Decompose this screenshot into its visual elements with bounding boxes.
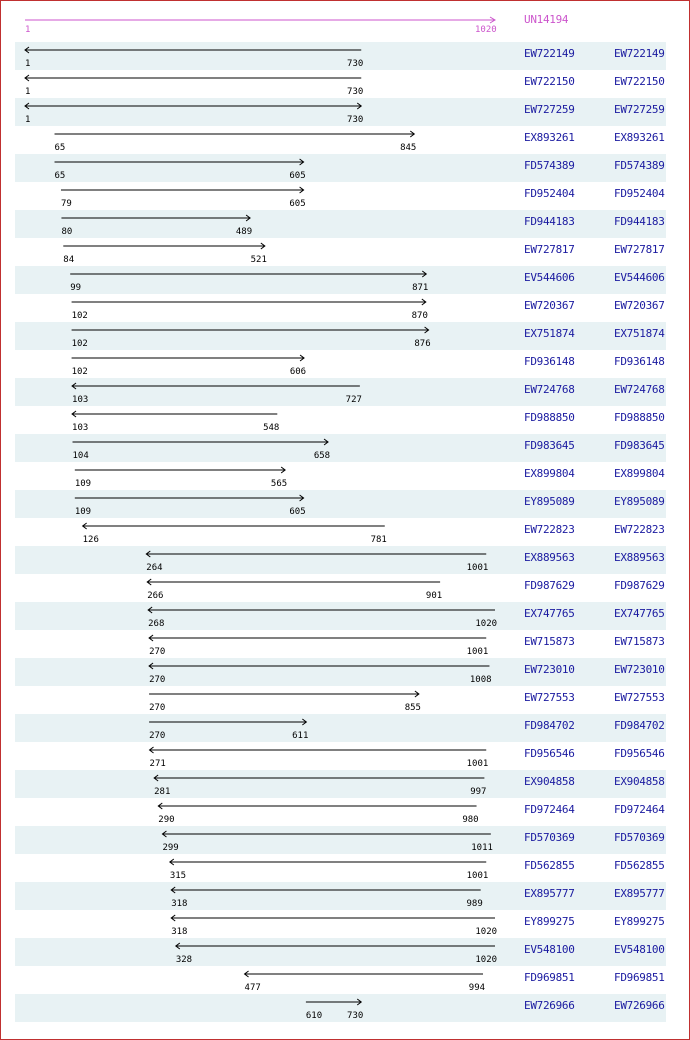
alignment-end: 845 bbox=[400, 143, 417, 153]
alignment-row bbox=[15, 798, 666, 826]
alignment-end: 1008 bbox=[469, 675, 492, 685]
alignment-row bbox=[15, 742, 666, 770]
accession-link-secondary[interactable]: FD562855 bbox=[614, 859, 665, 872]
accession-link-secondary[interactable]: EX895777 bbox=[614, 887, 665, 900]
accession-link-secondary[interactable]: EX904858 bbox=[614, 775, 665, 788]
alignment-start: 79 bbox=[60, 199, 72, 209]
alignment-row bbox=[15, 546, 666, 574]
alignment-end: 727 bbox=[345, 395, 362, 405]
reference-bar bbox=[15, 8, 666, 36]
alignment-end: 611 bbox=[292, 731, 309, 741]
accession-link[interactable]: EW722823 bbox=[524, 523, 575, 536]
accession-link[interactable]: EX899804 bbox=[524, 467, 575, 480]
alignment-row bbox=[15, 490, 666, 518]
alignment-end: 730 bbox=[347, 87, 364, 97]
alignment-start: 315 bbox=[169, 871, 187, 881]
accession-link-secondary[interactable]: FD956546 bbox=[614, 747, 665, 760]
alignment-row bbox=[15, 574, 666, 602]
accession-link-secondary[interactable]: EW722149 bbox=[614, 47, 665, 60]
alignment-row bbox=[15, 154, 666, 182]
alignment-start: 271 bbox=[149, 759, 166, 769]
alignment-start: 270 bbox=[149, 647, 166, 657]
alignment-start: 103 bbox=[72, 395, 89, 405]
accession-link[interactable]: FD988850 bbox=[524, 411, 575, 424]
reference-start: 1 bbox=[25, 25, 31, 35]
alignment-end: 1020 bbox=[475, 955, 498, 965]
accession-link[interactable]: EX751874 bbox=[524, 327, 575, 340]
alignment-end: 1001 bbox=[466, 759, 489, 769]
alignment-row bbox=[15, 322, 666, 350]
accession-link[interactable]: EW724768 bbox=[524, 383, 575, 396]
accession-link-secondary[interactable]: EW715873 bbox=[614, 635, 665, 648]
accession-link-secondary[interactable]: FD984702 bbox=[614, 719, 665, 732]
accession-link[interactable]: EX895777 bbox=[524, 887, 575, 900]
accession-link[interactable]: FD956546 bbox=[524, 747, 575, 760]
alignment-row bbox=[15, 966, 666, 994]
alignment-start: 104 bbox=[72, 451, 89, 461]
alignment-row bbox=[15, 294, 666, 322]
alignment-end: 548 bbox=[263, 423, 280, 433]
alignment-start: 268 bbox=[148, 619, 165, 629]
accession-link[interactable]: FD936148 bbox=[524, 355, 575, 368]
alignment-start: 65 bbox=[54, 171, 66, 181]
alignment-start: 318 bbox=[171, 899, 188, 909]
accession-link[interactable]: FD570369 bbox=[524, 831, 575, 844]
alignment-end: 606 bbox=[289, 367, 307, 377]
alignment-start: 270 bbox=[149, 675, 166, 685]
alignment-end: 870 bbox=[411, 311, 428, 321]
alignment-start: 102 bbox=[71, 311, 88, 321]
accession-link[interactable]: EW722150 bbox=[524, 75, 575, 88]
accession-link-secondary[interactable]: EX747765 bbox=[614, 607, 665, 620]
alignment-row bbox=[15, 462, 666, 490]
accession-link-secondary[interactable]: EX893261 bbox=[614, 131, 665, 144]
accession-link[interactable]: EX904858 bbox=[524, 775, 575, 788]
alignment-end: 565 bbox=[270, 479, 288, 489]
accession-link-secondary[interactable]: EW723010 bbox=[614, 663, 665, 676]
alignment-end: 1001 bbox=[466, 563, 489, 573]
alignment-end: 605 bbox=[289, 199, 306, 209]
accession-link-secondary[interactable]: FD988850 bbox=[614, 411, 665, 424]
accession-link-secondary[interactable]: FD936148 bbox=[614, 355, 665, 368]
accession-link-secondary[interactable]: EW724768 bbox=[614, 383, 665, 396]
alignment-row bbox=[15, 378, 666, 406]
alignment-end: 1020 bbox=[475, 619, 498, 629]
alignment-end: 730 bbox=[347, 1011, 364, 1021]
accession-link-secondary[interactable]: FD987629 bbox=[614, 579, 665, 592]
alignment-start: 270 bbox=[149, 731, 166, 741]
alignment-row bbox=[15, 882, 666, 910]
accession-link-secondary[interactable]: EW727817 bbox=[614, 243, 665, 256]
alignment-row bbox=[15, 910, 666, 938]
accession-link-secondary[interactable]: EW726966 bbox=[614, 999, 665, 1012]
alignment-end: 521 bbox=[250, 255, 267, 265]
alignment-end: 489 bbox=[235, 227, 253, 237]
alignment-start: 1 bbox=[25, 59, 31, 69]
accession-link-secondary[interactable]: EX751874 bbox=[614, 327, 665, 340]
accession-link-secondary[interactable]: EW727553 bbox=[614, 691, 665, 704]
alignment-start: 109 bbox=[74, 507, 92, 517]
alignment-start: 610 bbox=[305, 1011, 323, 1021]
accession-link-secondary[interactable]: EV548100 bbox=[614, 943, 665, 956]
alignment-end: 1001 bbox=[466, 647, 489, 657]
alignment-start: 84 bbox=[63, 255, 75, 265]
alignment-end: 980 bbox=[462, 815, 479, 825]
alignment-end: 605 bbox=[289, 507, 306, 517]
accession-link-secondary[interactable]: EW722823 bbox=[614, 523, 665, 536]
alignment-end: 901 bbox=[425, 591, 443, 601]
accession-link[interactable]: EW715873 bbox=[524, 635, 575, 648]
alignment-start: 126 bbox=[82, 535, 99, 545]
accession-link[interactable]: EV544606 bbox=[524, 271, 575, 284]
alignment-start: 477 bbox=[244, 983, 261, 993]
alignment-row bbox=[15, 658, 666, 686]
alignment-end: 1020 bbox=[475, 927, 498, 937]
alignment-row bbox=[15, 182, 666, 210]
alignment-row bbox=[15, 686, 666, 714]
alignment-start: 290 bbox=[158, 815, 175, 825]
alignment-start: 299 bbox=[162, 843, 179, 853]
alignment-start: 103 bbox=[72, 423, 89, 433]
alignment-end: 605 bbox=[289, 171, 306, 181]
alignment-row bbox=[15, 630, 666, 658]
alignment-row bbox=[15, 42, 666, 70]
alignment-row bbox=[15, 854, 666, 882]
accession-link[interactable]: EW720367 bbox=[524, 299, 575, 312]
alignment-end: 871 bbox=[412, 283, 429, 293]
accession-link[interactable]: FD987629 bbox=[524, 579, 575, 592]
accession-link-secondary[interactable]: EV544606 bbox=[614, 271, 665, 284]
alignment-start: 109 bbox=[74, 479, 92, 489]
accession-link[interactable]: FD972464 bbox=[524, 803, 575, 816]
alignment-row bbox=[15, 770, 666, 798]
accession-link[interactable]: EW726966 bbox=[524, 999, 575, 1012]
alignment-row bbox=[15, 210, 666, 238]
accession-link[interactable]: EY899275 bbox=[524, 915, 575, 928]
alignment-row bbox=[15, 98, 666, 126]
alignment-start: 1 bbox=[25, 87, 31, 97]
alignment-start: 281 bbox=[154, 787, 171, 797]
alignment-start: 318 bbox=[171, 927, 188, 937]
alignment-row bbox=[15, 602, 666, 630]
accession-link-secondary[interactable]: FD983645 bbox=[614, 439, 665, 452]
alignment-row bbox=[15, 714, 666, 742]
accession-link[interactable]: FD952404 bbox=[524, 187, 575, 200]
accession-link-secondary[interactable]: EW722150 bbox=[614, 75, 665, 88]
accession-link[interactable]: FD574389 bbox=[524, 159, 575, 172]
alignment-row bbox=[15, 994, 666, 1022]
accession-link-secondary[interactable]: FD972464 bbox=[614, 803, 665, 816]
accession-link[interactable]: FD562855 bbox=[524, 859, 575, 872]
alignment-row bbox=[15, 238, 666, 266]
accession-link[interactable]: FD944183 bbox=[524, 215, 575, 228]
reference-end: 1020 bbox=[475, 25, 497, 35]
alignment-row bbox=[15, 434, 666, 462]
alignment-end: 730 bbox=[347, 59, 364, 69]
alignment-row bbox=[15, 266, 666, 294]
alignment-end: 997 bbox=[470, 787, 487, 797]
accession-link[interactable]: EW727259 bbox=[524, 103, 575, 116]
accession-link[interactable]: EV548100 bbox=[524, 943, 575, 956]
accession-link-secondary[interactable]: EW727259 bbox=[614, 103, 665, 116]
alignment-end: 994 bbox=[468, 983, 486, 993]
alignment-start: 1 bbox=[25, 115, 31, 125]
accession-link-secondary[interactable]: EY895089 bbox=[614, 495, 665, 508]
reference-row bbox=[15, 8, 666, 36]
alignment-start: 99 bbox=[70, 283, 82, 293]
accession-link-secondary[interactable]: EY899275 bbox=[614, 915, 665, 928]
accession-link-secondary[interactable]: FD952404 bbox=[614, 187, 665, 200]
accession-link-secondary[interactable]: FD570369 bbox=[614, 831, 665, 844]
accession-link[interactable]: FD984702 bbox=[524, 719, 575, 732]
accession-link-secondary[interactable]: EW720367 bbox=[614, 299, 665, 312]
alignment-start: 102 bbox=[71, 367, 88, 377]
reference-accession-link[interactable]: UN14194 bbox=[524, 13, 569, 26]
accession-link[interactable]: EW727817 bbox=[524, 243, 575, 256]
alignment-start: 266 bbox=[147, 591, 164, 601]
accession-link[interactable]: FD983645 bbox=[524, 439, 575, 452]
alignment-start: 328 bbox=[175, 955, 193, 965]
alignment-end: 658 bbox=[313, 451, 331, 461]
alignment-start: 264 bbox=[146, 563, 163, 573]
alignment-end: 855 bbox=[404, 703, 421, 713]
alignment-start: 102 bbox=[71, 339, 88, 349]
alignment-row bbox=[15, 126, 666, 154]
alignment-row bbox=[15, 518, 666, 546]
alignment-row bbox=[15, 70, 666, 98]
alignment-end: 989 bbox=[466, 899, 483, 909]
accession-link[interactable]: EY895089 bbox=[524, 495, 575, 508]
accession-link[interactable]: FD969851 bbox=[524, 971, 575, 984]
alignment-row bbox=[15, 350, 666, 378]
accession-link-secondary[interactable]: FD574389 bbox=[614, 159, 665, 172]
accession-link[interactable]: EX747765 bbox=[524, 607, 575, 620]
accession-link[interactable]: EW727553 bbox=[524, 691, 575, 704]
alignment-row bbox=[15, 938, 666, 966]
accession-link[interactable]: EW723010 bbox=[524, 663, 575, 676]
alignment-end: 781 bbox=[370, 535, 387, 545]
accession-link-secondary[interactable]: FD944183 bbox=[614, 215, 665, 228]
accession-link[interactable]: EX893261 bbox=[524, 131, 575, 144]
accession-link-secondary[interactable]: EX889563 bbox=[614, 551, 665, 564]
alignment-start: 65 bbox=[54, 143, 66, 153]
alignment-start: 80 bbox=[61, 227, 73, 237]
alignment-start: 270 bbox=[149, 703, 166, 713]
alignment-row bbox=[15, 406, 666, 434]
alignment-end: 730 bbox=[347, 115, 364, 125]
alignment-end: 876 bbox=[414, 339, 431, 349]
accession-link-secondary[interactable]: EX899804 bbox=[614, 467, 665, 480]
alignment-end: 1011 bbox=[471, 843, 493, 853]
accession-link[interactable]: EW722149 bbox=[524, 47, 575, 60]
alignment-end: 1001 bbox=[466, 871, 489, 881]
alignment-row bbox=[15, 826, 666, 854]
accession-link-secondary[interactable]: FD969851 bbox=[614, 971, 665, 984]
accession-link[interactable]: EX889563 bbox=[524, 551, 575, 564]
